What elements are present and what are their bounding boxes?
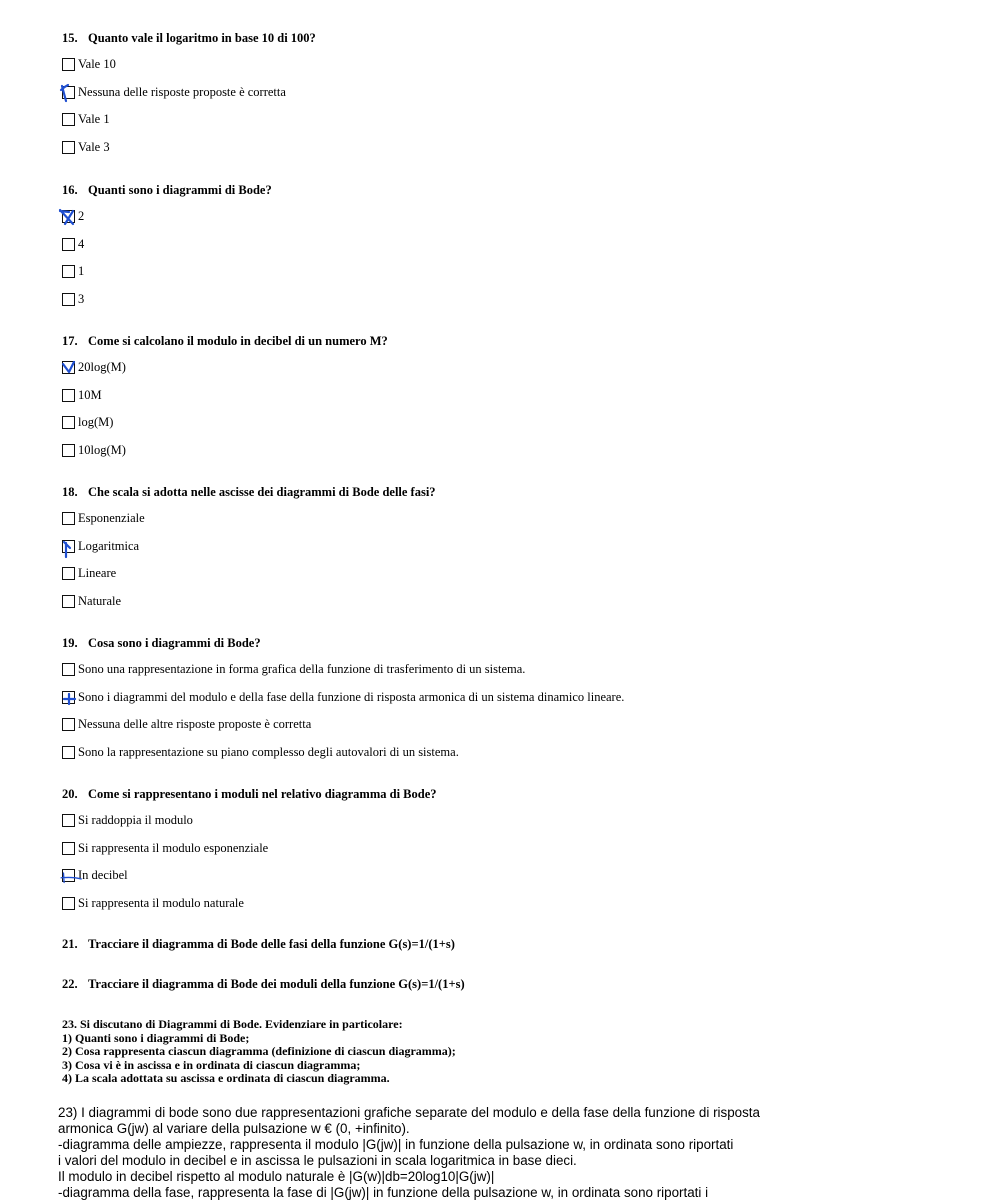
option-label: Naturale [78,593,122,608]
question-15 [62,30,316,156]
checkbox[interactable] [62,113,75,126]
question-number: 19. [62,636,78,650]
question-number: 18. [62,485,78,499]
checkbox[interactable] [62,293,75,306]
question-23-point: 1) Quanti sono i diagrammi di Bode; [62,1030,250,1045]
question-number: 22. [62,977,78,991]
question-title [62,30,316,46]
option[interactable] [62,359,388,377]
question-21 [62,937,455,952]
question-22 [62,977,465,992]
option-label: Vale 3 [78,139,110,154]
question-number: 17. [62,334,78,348]
option-label: Nessuna delle risposte proposte è corretta [78,84,286,99]
question-text: Come si rappresentano i moduli nel relativo diagramma di Bode? [88,787,437,801]
option[interactable] [62,688,624,706]
option-label: Si raddoppia il modulo [78,813,193,827]
question-text: Quanto vale il logaritmo in base 10 di 100? [88,31,316,45]
checkbox[interactable] [62,869,75,882]
answer-23 [58,1105,958,1201]
question-text: Tracciare il diagramma di Bode dei moduli della funzione G(s)=1/(1+s) [88,977,465,991]
question-23-point: 3) Cosa vi è in ascissa e in ordinata di ciascun diagramma; [62,1057,361,1072]
option-label: 3 [78,291,85,306]
checkbox[interactable] [62,361,75,374]
option[interactable] [62,235,272,253]
option[interactable] [62,812,437,830]
option-label: Lineare [78,566,117,580]
option[interactable] [62,208,272,226]
option[interactable] [62,510,436,528]
option-label: 10log(M) [78,442,126,457]
option[interactable] [62,592,436,610]
option[interactable] [62,386,388,404]
option-label: Sono una rappresentazione in forma grafica della funzione di trasferimento di un sistema. [78,662,526,676]
option[interactable] [62,743,624,761]
checkbox[interactable] [62,58,75,71]
option-label: 20log(M) [78,360,126,374]
option-label: Vale 10 [78,57,116,71]
checkbox[interactable] [62,718,75,731]
answer-line: -diagramma della fase, rappresenta la fase di |G(jw)| in funzione della pulsazione w, in ordinata sono riportati i [58,1185,709,1200]
option-label: Sono la rappresentazione su piano complesso degli autovalori di un sistema. [78,744,459,759]
checkbox[interactable] [62,897,75,910]
question-23-point: 2) Cosa rappresenta ciascun diagramma (definizione di ciascun diagramma); [62,1044,456,1059]
answer-line: armonica G(jw) al variare della pulsazione w € (0, +infinito). [58,1121,410,1136]
option[interactable] [62,839,437,857]
checkbox[interactable] [62,141,75,154]
checkbox[interactable] [62,512,75,525]
checkbox[interactable] [62,691,75,704]
checkbox[interactable] [62,416,75,429]
option-label: 10M [78,387,102,402]
checkbox[interactable] [62,444,75,457]
question-18 [62,484,436,610]
option[interactable] [62,894,437,912]
question-title [62,484,436,500]
option[interactable] [62,111,316,129]
question-text: Come si calcolano il modulo in decibel di un numero M? [88,334,388,348]
question-17 [62,333,388,459]
option[interactable] [62,565,436,583]
answer-line: 23) I diagrammi di bode sono due rappresentazioni grafiche separate del modulo e della fase della funzione di risposta [58,1105,760,1120]
answer-line: -diagramma delle ampiezze, rappresenta il modulo |G(jw)| in funzione della pulsazione w, in ordinata sono riportati [58,1137,734,1152]
option-label: log(M) [78,415,114,429]
checkbox[interactable] [62,842,75,855]
option[interactable] [62,290,272,308]
question-19 [62,635,624,761]
option[interactable] [62,414,388,432]
option-label: 1 [78,264,85,278]
option-label: Esponenziale [78,511,145,525]
question-16 [62,182,272,308]
question-text: Tracciare il diagramma di Bode delle fasi della funzione G(s)=1/(1+s) [88,937,455,951]
checkbox[interactable] [62,567,75,580]
option-label: Sono i diagrammi del modulo e della fase della funzione di risposta armonica di un sistema dinamico lineare. [78,689,625,704]
option[interactable] [62,138,316,156]
question-text: Cosa sono i diagrammi di Bode? [88,636,261,650]
option-label: Vale 1 [78,112,110,126]
checkbox[interactable] [62,265,75,278]
option[interactable] [62,441,388,459]
option-label: 2 [78,209,85,223]
question-title [62,786,437,802]
question-number: 15. [62,31,78,45]
option[interactable] [62,83,316,101]
option[interactable] [62,661,624,679]
option[interactable] [62,263,272,281]
answer-line: i valori del modulo in decibel e in ascissa le pulsazioni in scala logaritmica in base dieci. [58,1153,577,1168]
question-number: 16. [62,183,78,197]
option-label: Logaritmica [78,538,140,553]
checkbox[interactable] [62,238,75,251]
checkbox[interactable] [62,814,75,827]
question-23-point: 4) La scala adottata su ascissa e ordinata di ciascun diagramma. [62,1071,390,1086]
question-23 [62,1018,456,1086]
question-title [62,333,388,349]
checkbox[interactable] [62,663,75,676]
question-number: 21. [62,937,78,951]
question-number: 20. [62,787,78,801]
checkbox[interactable] [62,389,75,402]
answer-line: Il modulo in decibel rispetto al modulo naturale è |G(w)|db=20log10|G(jw)| [58,1169,495,1184]
checkbox[interactable] [62,540,75,553]
option-label: In decibel [78,868,128,882]
option[interactable] [62,716,624,734]
option-label: Si rappresenta il modulo naturale [78,895,244,910]
checkbox[interactable] [62,746,75,759]
question-20 [62,786,437,912]
question-text: Quanti sono i diagrammi di Bode? [88,183,272,197]
question-title [62,635,624,651]
option[interactable] [62,537,436,555]
question-title [62,182,272,198]
option-label: Si rappresenta il modulo esponenziale [78,840,269,855]
checkbox[interactable] [62,595,75,608]
option-label: Nessuna delle altre risposte proposte è corretta [78,717,312,731]
question-text: Che scala si adotta nelle ascisse dei diagrammi di Bode delle fasi? [88,485,436,499]
option[interactable] [62,56,316,74]
option[interactable] [62,867,437,885]
checkbox[interactable] [62,210,75,223]
option-label: 4 [78,236,85,251]
checkbox[interactable] [62,86,75,99]
question-23-title: 23. Si discutano di Diagrammi di Bode. Evidenziare in particolare: [62,1017,403,1031]
